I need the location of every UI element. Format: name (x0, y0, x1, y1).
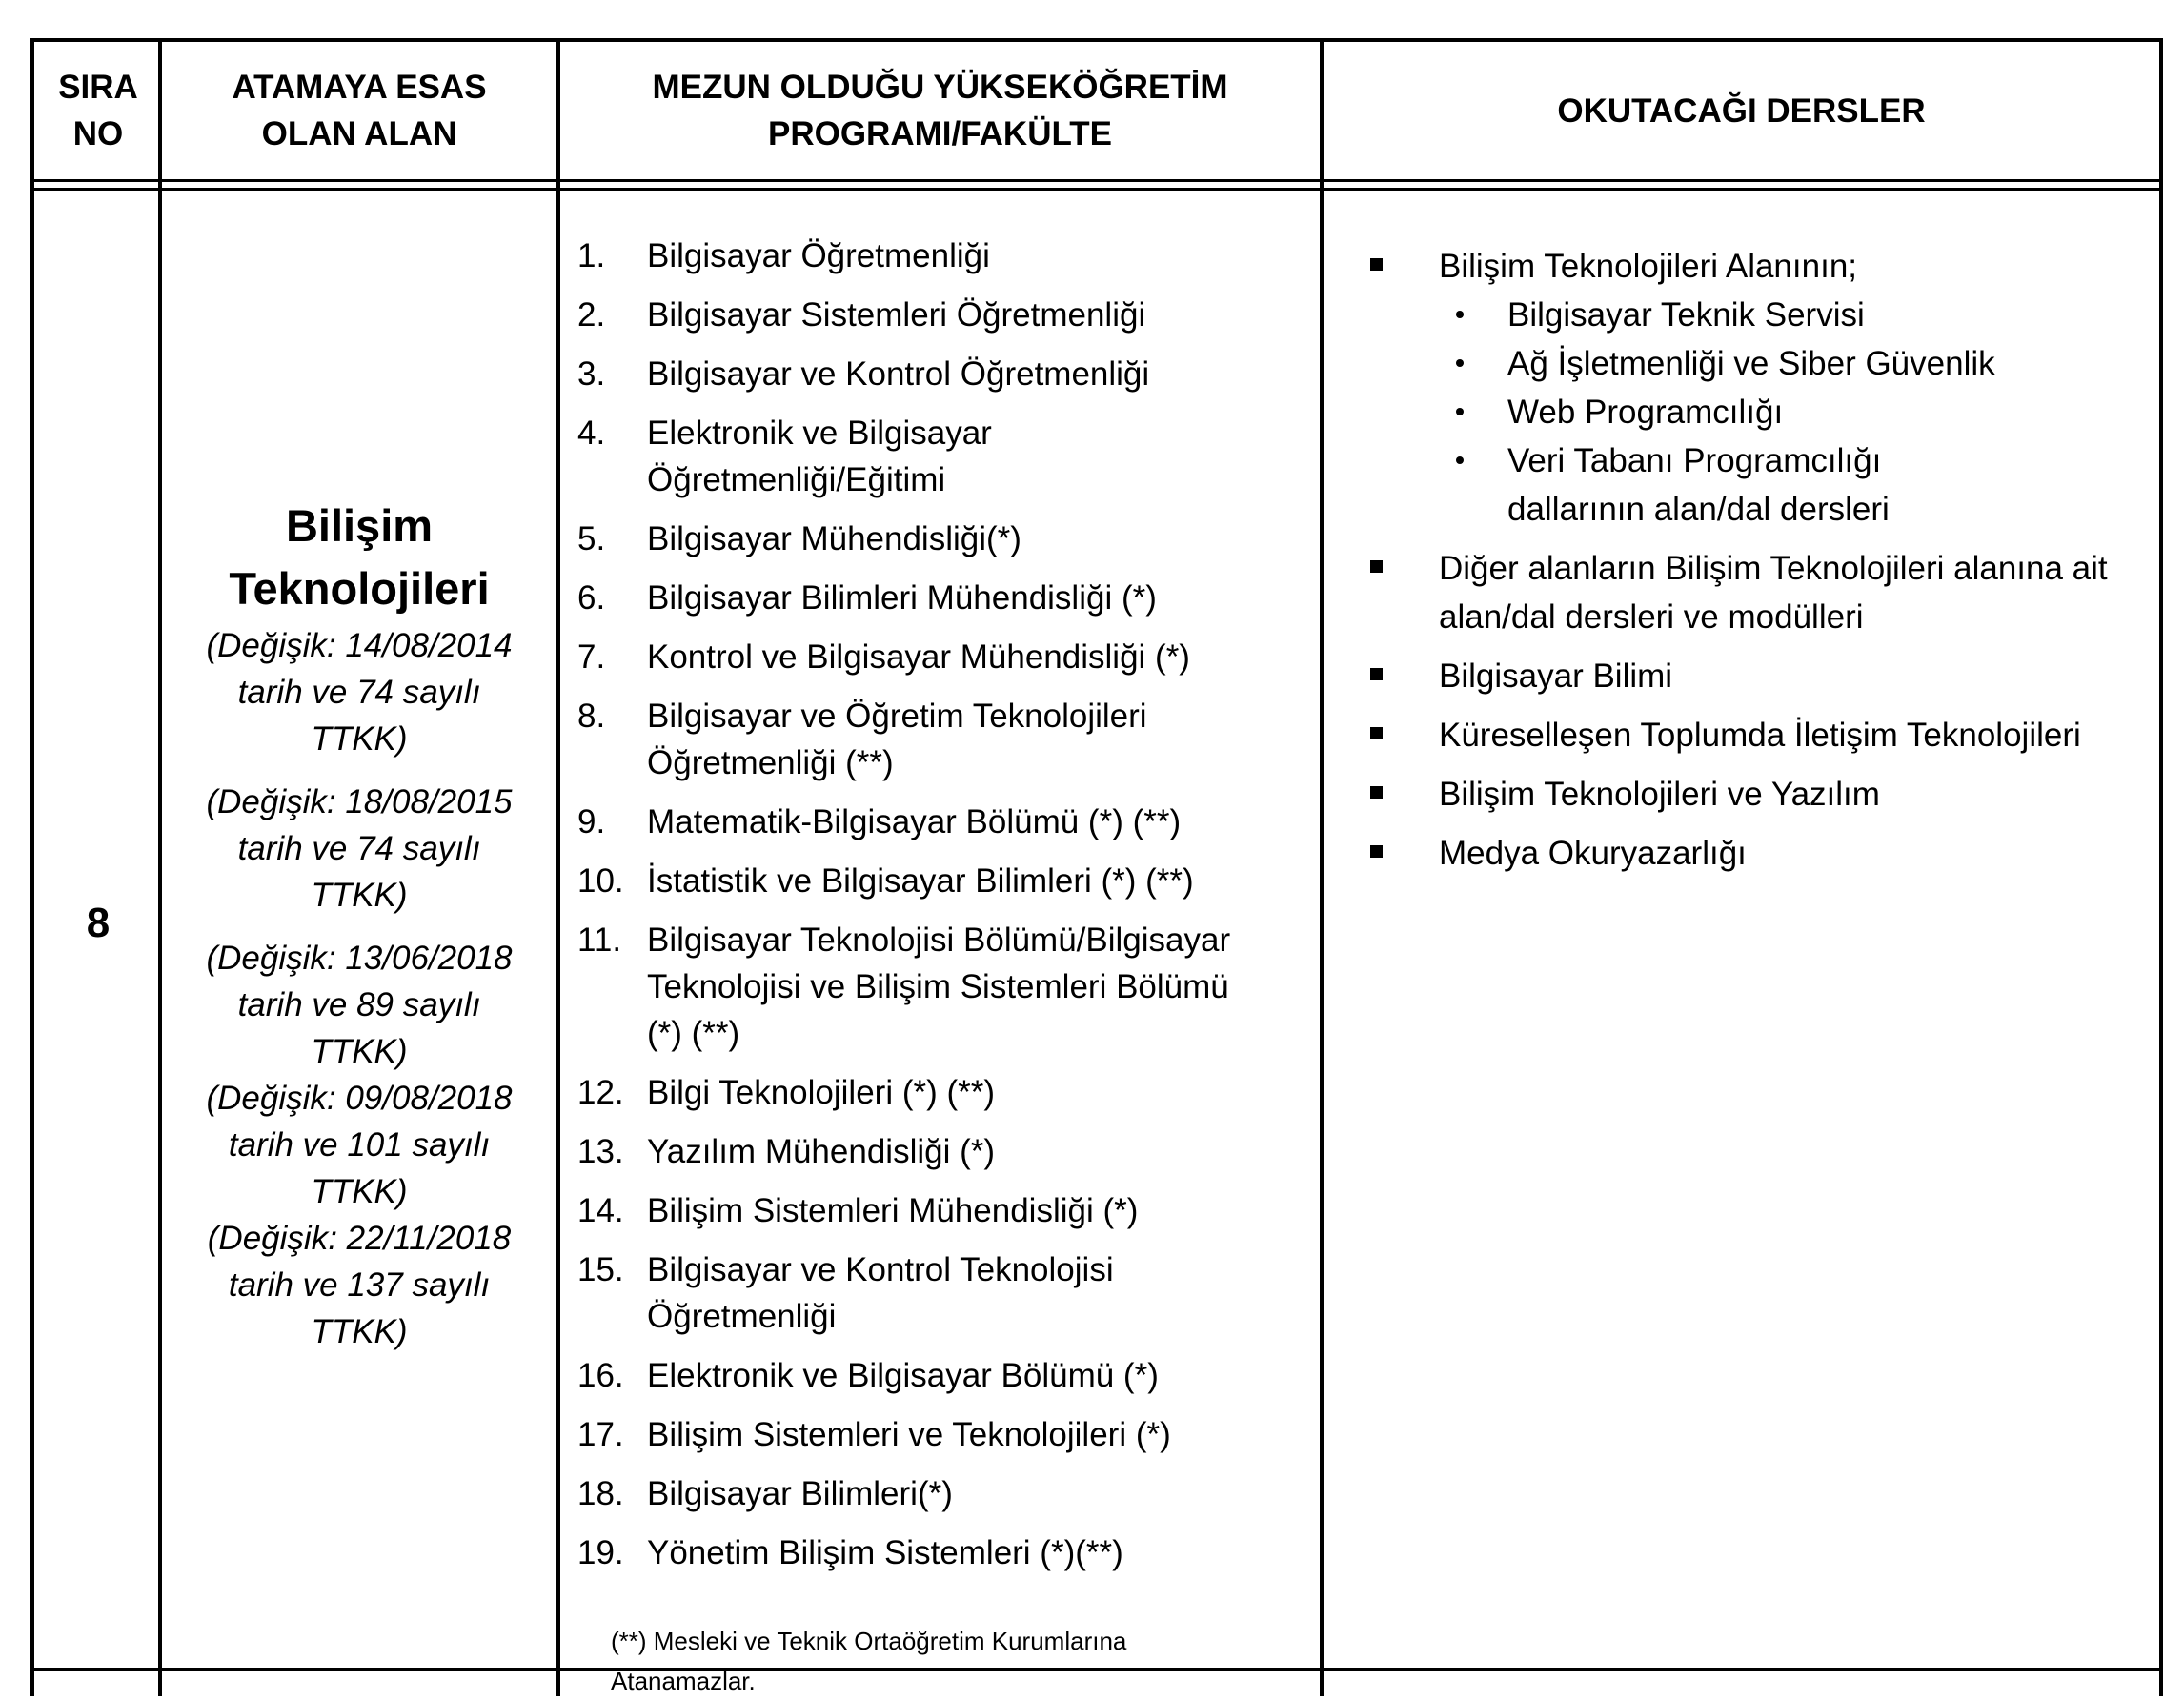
program-name: Yönetim Bilişim Sistemleri (*)(**) (647, 1534, 1123, 1571)
program-item (577, 1246, 1321, 1340)
program-item (577, 575, 1321, 621)
program-number: 18. (577, 1475, 624, 1512)
program-number: 11. (577, 921, 622, 959)
program-item (577, 917, 1321, 1057)
course-name: Küreselleşen Toplumda İletişim Teknolojileri (1439, 717, 2081, 754)
course-name: Bilişim Teknolojileri Alanının; (1439, 248, 1858, 285)
program-item (577, 1128, 1321, 1175)
program-number: 4. (577, 415, 606, 452)
program-item (577, 1069, 1321, 1116)
program-name: Bilgisayar Sistemleri Öğretmenliği (647, 296, 1146, 334)
change-note: (Değişik: 22/11/2018 tarih ve 137 sayılı TTKK) (207, 1220, 512, 1350)
program-number: 7. (577, 638, 606, 676)
square-bullet-icon (1368, 544, 1439, 641)
header-divider (34, 179, 2159, 182)
program-name: Matematik-Bilgisayar Bölümü (*) (**) (647, 803, 1182, 840)
program-item (577, 1187, 1321, 1234)
program-item (577, 799, 1321, 845)
curriculum-table (30, 38, 2163, 1696)
program-name: Bilgisayar Öğretmenliği (647, 237, 990, 274)
program-name: Elektronik ve Bilgisayar Öğretmenliği/Eğitimi (647, 415, 992, 498)
dot-bullet-icon (1439, 291, 1507, 339)
program-item (577, 1529, 1321, 1576)
course-name: Medya Okuryazarlığı (1439, 835, 1747, 872)
program-name: Elektronik ve Bilgisayar Bölümü (*) (647, 1357, 1159, 1394)
course-subitem-name: Bilgisayar Teknik Servisi (1507, 296, 1865, 334)
course-name: Bilgisayar Bilimi (1439, 658, 1673, 695)
course-name: Bilişim Teknolojileri ve Yazılım (1439, 776, 1880, 813)
course-subitem (1439, 436, 2169, 534)
program-item (577, 292, 1321, 338)
program-number: 5. (577, 520, 606, 557)
program-item (577, 1470, 1321, 1517)
program-name: Bilgi Teknolojileri (*) (**) (647, 1074, 996, 1111)
change-note: (Değişik: 14/08/2014 tarih ve 74 sayılı TTKK) (206, 627, 513, 758)
footnote: (**) Mesleki ve Teknik Ortaöğretim Kurumlarına Atanamazlar. (611, 1627, 1127, 1695)
program-list (577, 233, 1321, 1589)
header-sira-no: SIRA NO (58, 69, 138, 152)
program-name: Bilişim Sistemleri Mühendisliği (*) (647, 1192, 1139, 1229)
square-bullet-icon (1368, 711, 1439, 759)
program-item (577, 233, 1321, 279)
program-number: 19. (577, 1534, 624, 1571)
column-divider (556, 42, 560, 1696)
header-mezun-program: MEZUN OLDUĞU YÜKSEKÖĞRETİM PROGRAMI/FAKÜLTE (652, 69, 1228, 152)
row-number: 8 (86, 900, 111, 946)
header-atama-alan: ATAMAYA ESAS OLAN ALAN (232, 69, 487, 152)
field-cell (162, 495, 556, 1355)
program-item (577, 410, 1321, 503)
course-item (1368, 652, 2169, 700)
header-okutacagi-dersler: OKUTACAĞI DERSLER (1557, 91, 1926, 130)
program-item (577, 1352, 1321, 1399)
course-item (1368, 770, 2169, 819)
program-number: 13. (577, 1133, 624, 1170)
course-name: Diğer alanların Bilişim Teknolojileri alanına ait alan/dal dersleri ve modülleri (1439, 550, 2108, 636)
program-name: Bilgisayar ve Öğretim Teknolojileri Öğretmenliği (**) (647, 698, 1147, 781)
course-item (1368, 711, 2169, 759)
program-item (577, 858, 1321, 904)
program-number: 1. (577, 237, 606, 274)
program-name: Bilgisayar ve Kontrol Öğretmenliği (647, 355, 1150, 393)
program-name: Bilişim Sistemleri ve Teknolojileri (*) (647, 1416, 1171, 1453)
square-bullet-icon (1368, 770, 1439, 819)
program-item (577, 351, 1321, 397)
program-item (577, 693, 1321, 786)
course-subitem (1439, 291, 2169, 339)
change-note: (Değişik: 18/08/2015 tarih ve 74 sayılı TTKK) (206, 783, 513, 914)
program-name: Bilgisayar Bilimleri Mühendisliği (*) (647, 579, 1157, 617)
program-item (577, 1411, 1321, 1458)
program-number: 15. (577, 1251, 624, 1288)
dot-bullet-icon (1439, 388, 1507, 436)
change-note: (Değişik: 09/08/2018 tarih ve 101 sayılı TTKK) (206, 1080, 513, 1210)
change-note: (Değişik: 13/06/2018 tarih ve 89 sayılı TTKK) (206, 940, 513, 1070)
course-subitem (1439, 388, 2169, 436)
program-item (577, 634, 1321, 680)
course-item (1368, 829, 2169, 878)
course-item (1368, 242, 2169, 534)
header-divider (34, 188, 2159, 191)
program-number: 12. (577, 1074, 624, 1111)
program-item (577, 516, 1321, 562)
program-number: 8. (577, 698, 606, 735)
program-name: Bilgisayar Mühendisliği(*) (647, 520, 1021, 557)
course-list (1368, 242, 2169, 888)
course-subitem-name: Web Programcılığı (1507, 394, 1784, 431)
program-number: 10. (577, 862, 624, 900)
program-number: 16. (577, 1357, 624, 1394)
course-item (1368, 544, 2169, 641)
program-number: 17. (577, 1416, 624, 1453)
dot-bullet-icon (1439, 436, 1507, 534)
program-name: İstatistik ve Bilgisayar Bilimleri (*) (**) (647, 862, 1194, 900)
program-name: Kontrol ve Bilgisayar Mühendisliği (*) (647, 638, 1190, 676)
program-number: 3. (577, 355, 606, 393)
program-name: Yazılım Mühendisliği (*) (647, 1133, 996, 1170)
course-subitem-name: Veri Tabanı Programcılığı dallarının alan/dal dersleri (1507, 442, 1890, 528)
program-name: Bilgisayar Teknolojisi Bölümü/Bilgisayar Teknolojisi ve Bilişim Sistemleri Bölümü (*) (**) (647, 921, 1231, 1052)
program-number: 9. (577, 803, 606, 840)
square-bullet-icon (1368, 829, 1439, 878)
dot-bullet-icon (1439, 339, 1507, 388)
course-subitem (1439, 339, 2169, 388)
program-number: 2. (577, 296, 606, 334)
square-bullet-icon (1368, 242, 1439, 534)
program-name: Bilgisayar Bilimleri(*) (647, 1475, 953, 1512)
field-name: Bilişim Teknolojileri (229, 500, 490, 614)
program-number: 14. (577, 1192, 624, 1229)
course-subitem-name: Ağ İşletmenliği ve Siber Güvenlik (1507, 345, 1995, 382)
square-bullet-icon (1368, 652, 1439, 700)
program-number: 6. (577, 579, 606, 617)
program-name: Bilgisayar ve Kontrol Teknolojisi Öğretmenliği (647, 1251, 1114, 1335)
